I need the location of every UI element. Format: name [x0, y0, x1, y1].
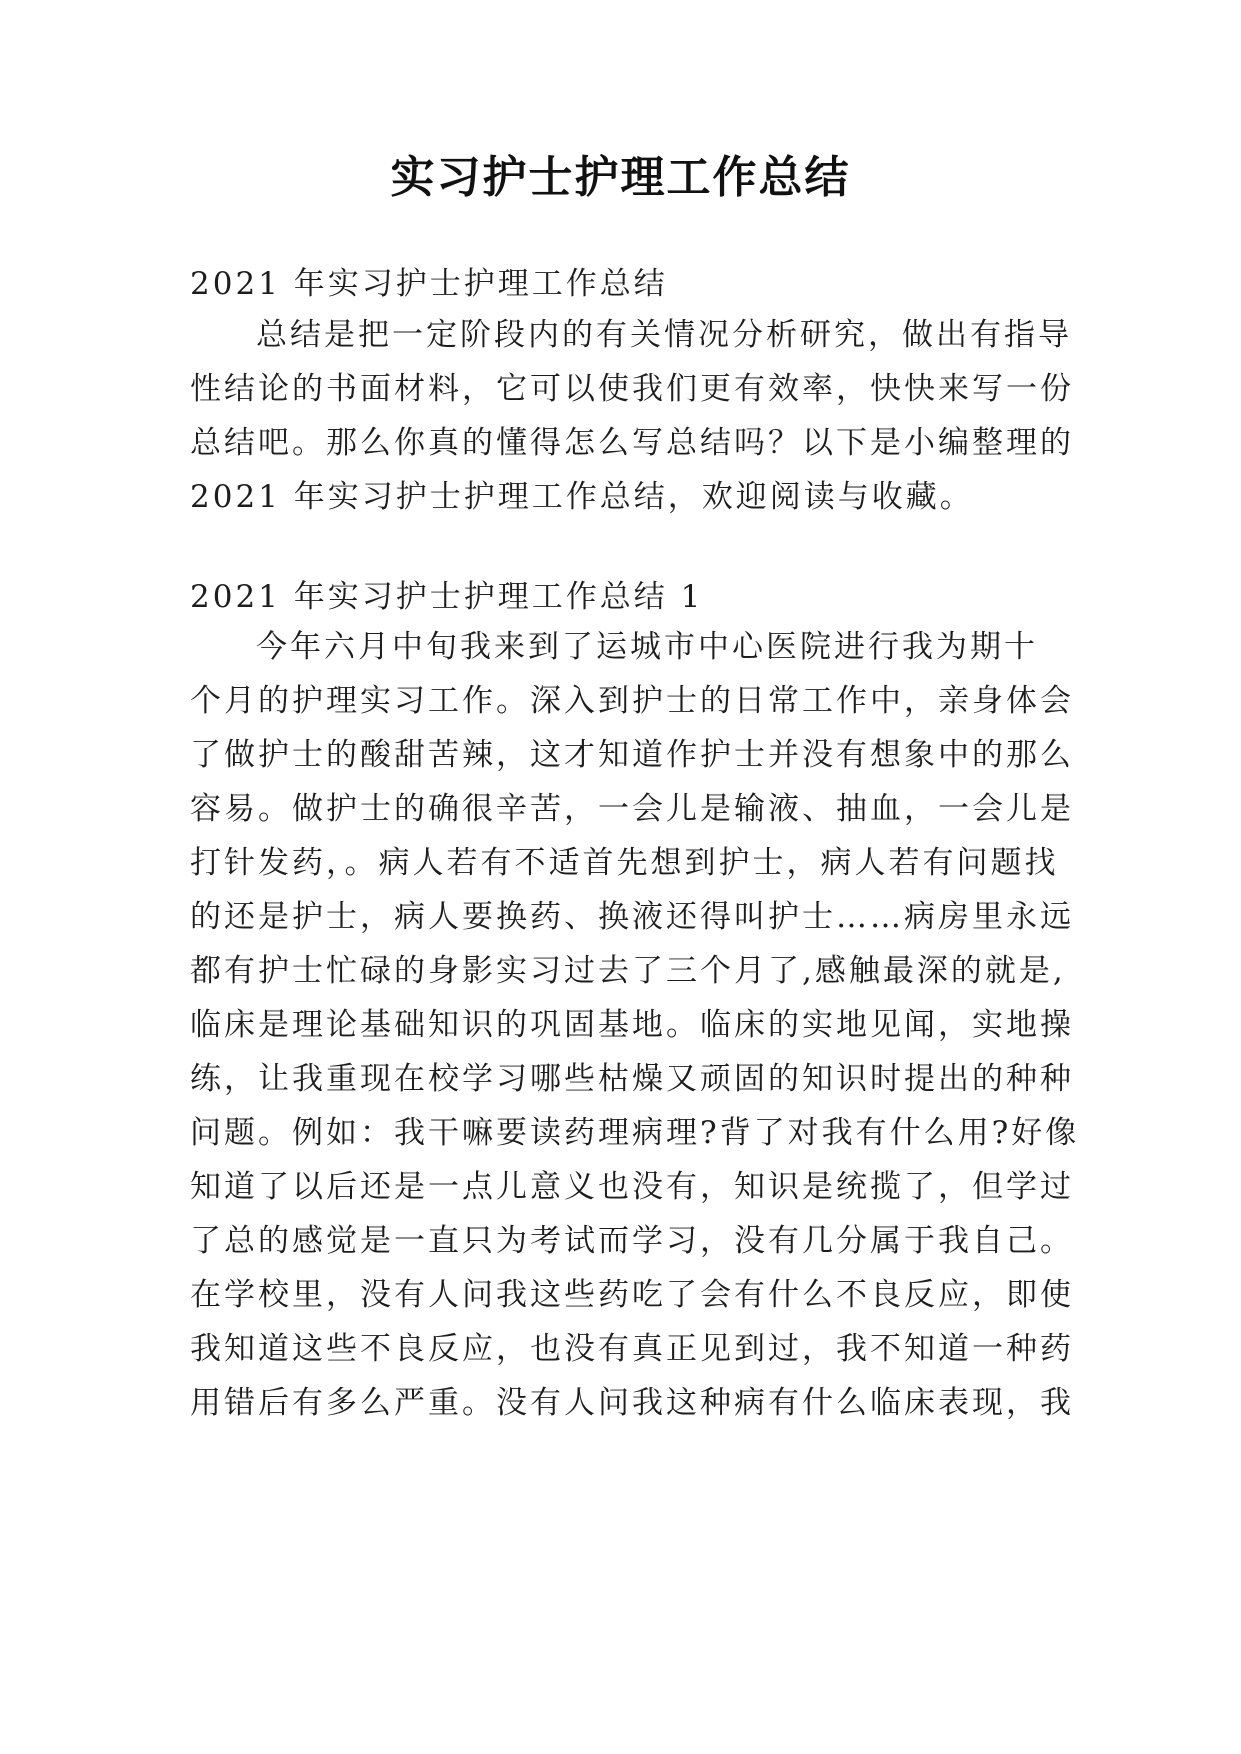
body-line: 今年六月中旬我来到了运城市中心医院进行我为期十 [256, 629, 1038, 665]
body-line: 容易。做护士的确很辛苦，一会儿是输液、抽血，一会儿是 [190, 791, 1074, 827]
intro-line: 总结是把一定阶段内的有关情况分析研究，做出有指导 [256, 317, 1072, 353]
body-line: 知道了以后还是一点儿意义也没有，知识是统揽了，但学过 [190, 1169, 1074, 1205]
body-line: 都有护士忙碌的身影实习过去了三个月了,感触最深的就是, [190, 953, 1066, 989]
body-line: 问题。例如：我干嘛要读药理病理?背了对我有什么用?好像 [190, 1115, 1080, 1151]
section-heading: 2021 年实习护士护理工作总结 [190, 266, 668, 302]
body-line: 个月的护理实习工作。深入到护士的日常工作中，亲身体会 [190, 683, 1074, 719]
body-line: 在学校里，没有人问我这些药吃了会有什么不良反应，即使 [190, 1277, 1074, 1313]
intro-line: 性结论的书面材料，它可以使我们更有效率，快快来写一份 [190, 371, 1074, 407]
body-line: 打针发药，。病人若有不适首先想到护士，病人若有问题找 [190, 845, 1059, 881]
body-line: 了做护士的酸甜苦辣，这才知道作护士并没有想象中的那么 [190, 737, 1074, 773]
body-line: 练，让我重现在校学习哪些枯燥又顽固的知识时提出的种种 [190, 1061, 1074, 1097]
intro-line: 2021 年实习护士护理工作总结，欢迎阅读与收藏。 [190, 479, 974, 515]
body-line: 临床是理论基础知识的巩固基地。临床的实地见闻，实地操 [190, 1007, 1074, 1043]
body-line: 了总的感觉是一直只为考试而学习，没有几分属于我自己。 [190, 1223, 1074, 1259]
body-line: 用错后有多么严重。没有人问我这种病有什么临床表现，我 [190, 1385, 1074, 1421]
intro-line: 总结吧。那么你真的懂得怎么写总结吗？以下是小编整理的 [190, 425, 1074, 461]
document-title: 实习护士护理工作总结 [390, 152, 851, 203]
body-line: 我知道这些不良反应，也没有真正见到过，我不知道一种药 [190, 1331, 1074, 1367]
section-heading: 2021 年实习护士护理工作总结 1 [190, 579, 704, 615]
body-line: 的还是护士，病人要换药、换液还得叫护士……病房里永远 [190, 899, 1074, 935]
